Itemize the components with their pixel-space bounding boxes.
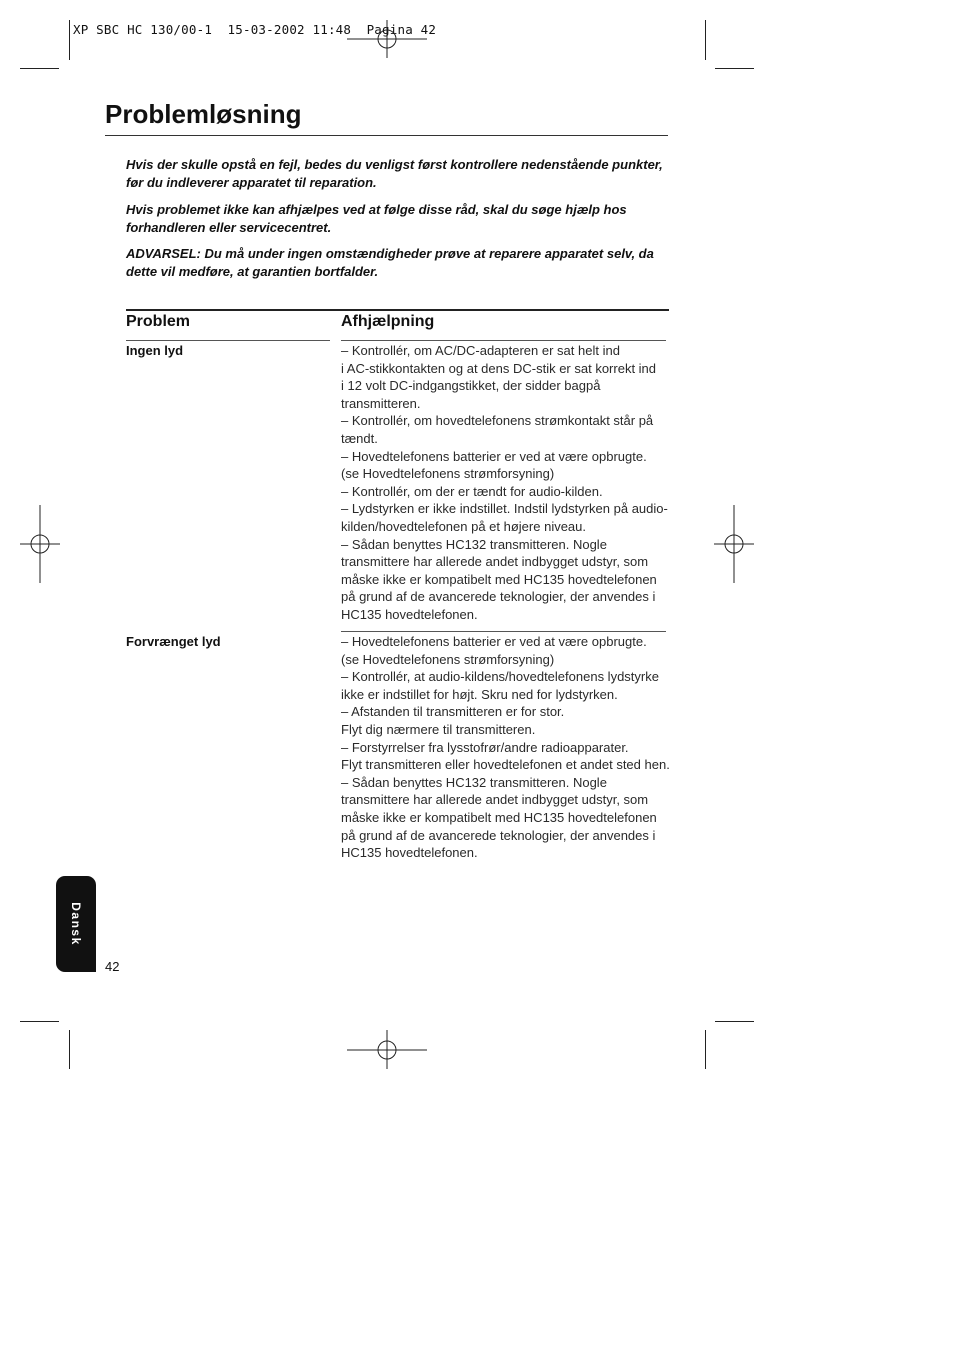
page-number: 42 (105, 959, 120, 974)
remedy-line: i AC-stikkontakten og at dens DC-stik er sat korrekt ind (341, 360, 657, 376)
remedy-line: – Kontrollér, om AC/DC-adapteren er sat helt ind (341, 343, 620, 358)
header-rule (126, 340, 330, 341)
remedy-line: ikke er indstillet for højt. Skru ned for lydstyrken. (341, 686, 618, 702)
remedy-line: transmittere har allerede andet indbygget udstyr, som (341, 792, 649, 808)
remedy-text (341, 342, 676, 624)
remedy-line: HC135 hovedtelefonen. (341, 845, 478, 861)
crop-mark (69, 1030, 70, 1069)
remedy-line: måske ikke er kompatibelt med HC135 hovedtelefonen (341, 571, 657, 587)
registration-mark-icon (347, 20, 427, 60)
page-title: Problemløsning (105, 99, 302, 129)
remedy-line: – Afstanden til transmitteren er for stor. (341, 704, 565, 720)
intro-paragraph: Hvis problemet ikke kan afhjælpes ved at følge disse råd, skal du søge hjælp hos forhandleren eller servicecentret. (126, 202, 627, 235)
language-tab (56, 876, 96, 972)
remedy-line: kilden/hovedtelefonen på et højere niveau. (341, 518, 587, 534)
remedy-line: – Kontrollér, at audio-kildens/hovedtelefonens lydstyrke (341, 669, 659, 685)
remedy-line: – Hovedtelefonens batterier er ved at være opbrugte. (341, 634, 647, 649)
remedy-line: Flyt dig nærmere til transmitteren. (341, 721, 536, 737)
remedy-line: – Lydstyrken er ikke indstillet. Indstil lydstyrken på audio- (341, 501, 668, 517)
crop-mark (69, 20, 70, 60)
title-rule (105, 135, 668, 136)
remedy-line: på grund af de avancerede teknologier, der anvendes i (341, 589, 656, 605)
registration-mark-icon (347, 1030, 427, 1070)
remedy-line: – Sådan benyttes HC132 transmitteren. Nogle (341, 536, 607, 552)
printer-slug: XP SBC HC 130/00-1 15-03-2002 11:48 Pagina 42 (73, 22, 437, 37)
remedy-line: – Sådan benyttes HC132 transmitteren. Nogle (341, 774, 607, 790)
registration-mark-icon (20, 505, 60, 583)
remedy-text (341, 633, 676, 862)
crop-mark (20, 68, 59, 69)
row-rule (341, 631, 666, 632)
remedy-line: – Forstyrrelser fra lysstofrør/andre radioapparater. (341, 739, 629, 755)
remedy-line: måske ikke er kompatibelt med HC135 hovedtelefonen (341, 809, 657, 825)
warning-paragraph: ADVARSEL: Du må under ingen omstændigheder prøve at reparere apparatet selv, da dette vil medføre, at garantien bortfalder. (126, 246, 654, 279)
registration-mark-icon (714, 505, 754, 583)
column-header-problem: Problem (126, 313, 191, 330)
crop-mark (705, 1030, 706, 1069)
problem-label: Forvrænget lyd (126, 634, 221, 649)
remedy-line: – Kontrollér, om der er tændt for audio-kilden. (341, 483, 603, 499)
crop-mark (715, 68, 754, 69)
remedy-line: i 12 volt DC-indgangstikket, der sidder bagpå (341, 378, 601, 394)
remedy-line: på grund af de avancerede teknologier, der anvendes i (341, 827, 656, 843)
language-tab-label: Dansk (69, 902, 83, 946)
remedy-line: – Hovedtelefonens batterier er ved at være opbrugte. (341, 448, 647, 464)
crop-mark (20, 1021, 59, 1022)
intro-paragraph: Hvis der skulle opstå en fejl, bedes du venligst først kontrollere nedenstående punkter, før du indleverer apparatet til reparation. (126, 157, 663, 190)
remedy-line: transmitteren. (341, 395, 421, 411)
remedy-line: (se Hovedtelefonens strømforsyning) (341, 651, 555, 667)
crop-mark (705, 20, 706, 60)
header-rule (341, 340, 666, 341)
remedy-line: Flyt transmitteren eller hovedtelefonen et andet sted hen. (341, 757, 670, 773)
crop-mark (715, 1021, 754, 1022)
remedy-line: (se Hovedtelefonens strømforsyning) (341, 466, 555, 482)
column-header-remedy: Afhjælpning (341, 313, 435, 330)
remedy-line: transmittere har allerede andet indbygget udstyr, som (341, 554, 649, 570)
remedy-line: tændt. (341, 430, 378, 446)
table-top-rule (126, 309, 669, 311)
remedy-line: – Kontrollér, om hovedtelefonens strømkontakt står på (341, 413, 654, 429)
problem-label: Ingen lyd (126, 343, 184, 358)
remedy-line: HC135 hovedtelefonen. (341, 606, 478, 622)
